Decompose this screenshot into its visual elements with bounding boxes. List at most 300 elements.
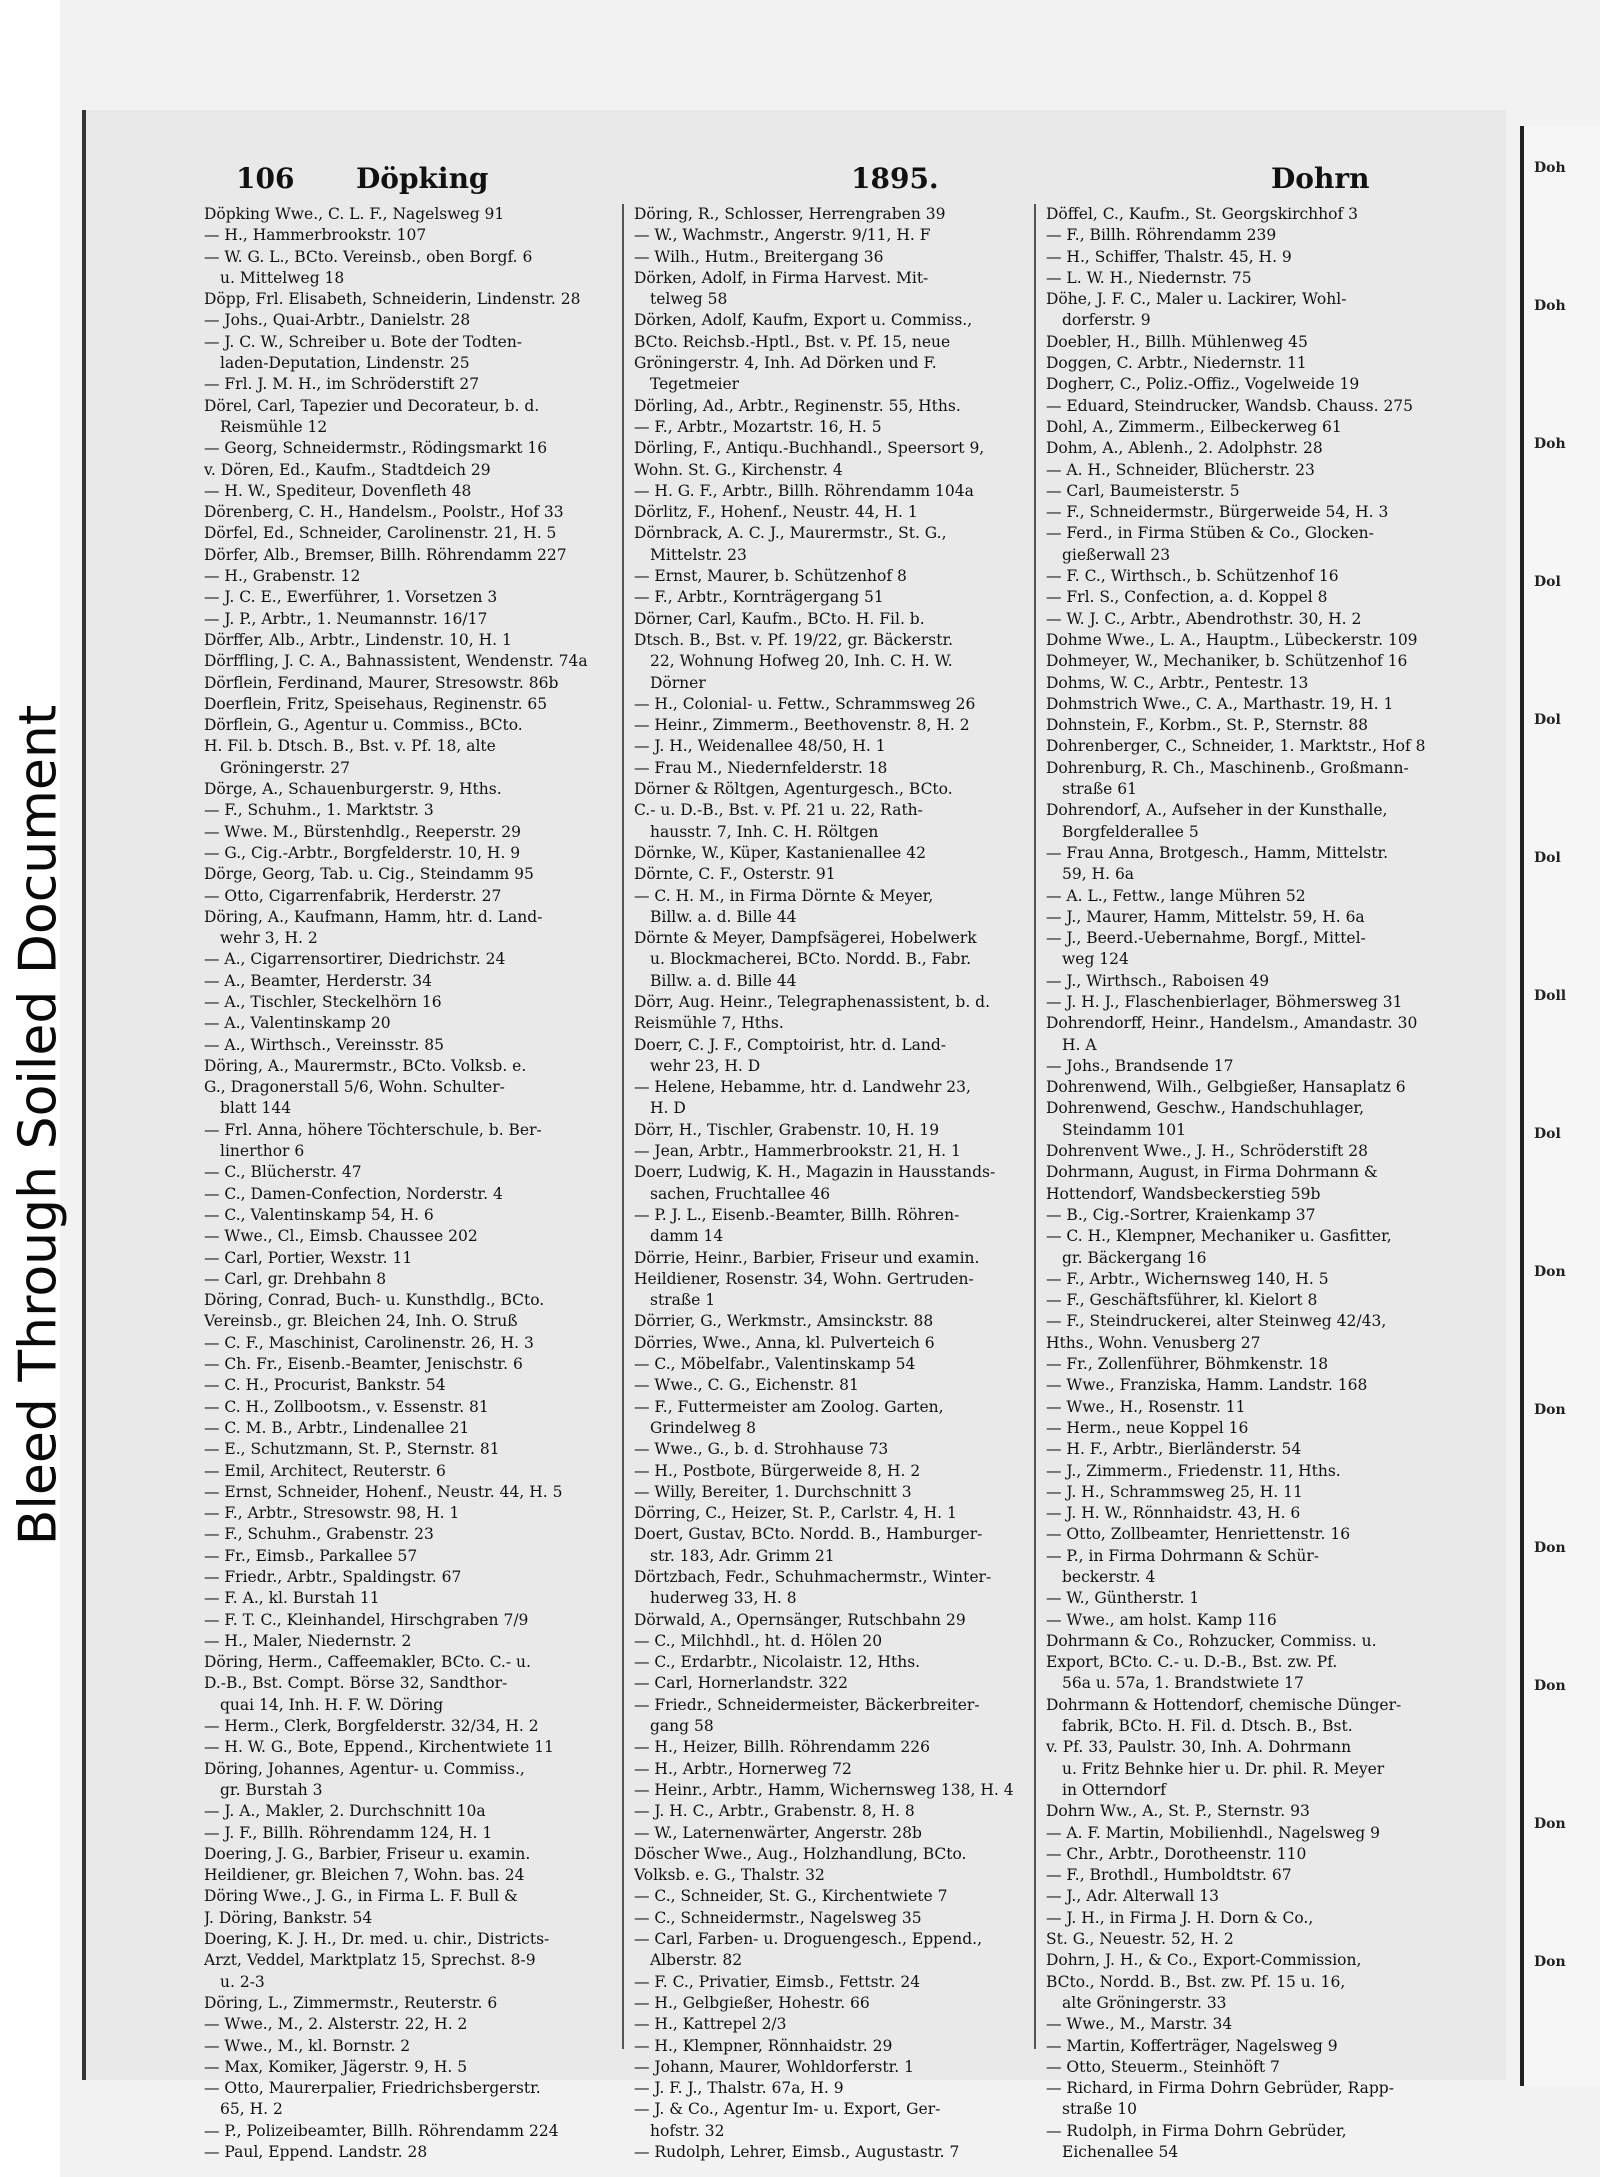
directory-entry-line: H. A xyxy=(1062,1035,1097,1054)
directory-entry-line: Dörner & Röltgen, Agenturgesch., BCto. xyxy=(634,780,953,799)
directory-entry-line: Dohmstrich Wwe., C. A., Marthastr. 19, H. 1 xyxy=(1046,694,1394,713)
directory-entry-line: Eichenallee 54 xyxy=(1062,2143,1179,2162)
directory-entry-line: Dohmeyer, W., Mechaniker, b. Schützenhof 16 xyxy=(1046,652,1408,671)
directory-entry-line: straße 1 xyxy=(650,1291,716,1310)
directory-entry-line: Dörnte & Meyer, Dampfsägerei, Hobelwerk xyxy=(634,929,977,948)
directory-entry-line: — C., Damen-Confection, Norderstr. 4 xyxy=(204,1184,503,1203)
directory-entry-line: hausstr. 7, Inh. C. H. Röltgen xyxy=(650,822,879,841)
directory-entry-line: — W., Laternenwärter, Angerstr. 28b xyxy=(634,1823,922,1842)
directory-entry-line: gießerwall 23 xyxy=(1062,545,1171,564)
directory-entry-line: 65, H. 2 xyxy=(220,2100,283,2119)
directory-entry-line: — Carl, gr. Drehbahn 8 xyxy=(204,1269,387,1288)
directory-entry-line: Dtsch. B., Bst. v. Pf. 19/22, gr. Bäckerstr. xyxy=(634,630,954,649)
adjacent-page-fragment: Doh xyxy=(1534,436,1566,452)
directory-entry-line: Dogherr, C., Poliz.-Offiz., Vogelweide 19 xyxy=(1046,375,1360,394)
directory-entry-line: — Wwe., Cl., Eimsb. Chaussee 202 xyxy=(204,1227,478,1246)
directory-entry-line: — Wwe., M., kl. Bornstr. 2 xyxy=(204,2036,411,2055)
directory-entry-line: Döring, A., Kaufmann, Hamm, htr. d. Land- xyxy=(204,907,543,926)
directory-entry-line: Dörnbrack, A. C. J., Maurermstr., St. G., xyxy=(634,524,947,543)
directory-entry-line: Steindamm 101 xyxy=(1062,1120,1187,1139)
directory-entry-line: 56a u. 57a, 1. Brandstwiete 17 xyxy=(1062,1674,1304,1693)
directory-entry-line: — J. & Co., Agentur Im- u. Export, Ger- xyxy=(634,2100,941,2119)
directory-entry-line: — Carl, Baumeisterstr. 5 xyxy=(1046,481,1240,500)
directory-entry-line: — Otto, Zollbeamter, Henriettenstr. 16 xyxy=(1046,1525,1351,1544)
directory-entry-line: Dörnte, C. F., Osterstr. 91 xyxy=(634,865,836,884)
directory-entry-line: 59, H. 6a xyxy=(1062,865,1135,884)
directory-column-3 xyxy=(1046,204,1546,2163)
adjacent-page-fragment: Doh xyxy=(1534,160,1566,176)
directory-entry-line: — F., Arbtr., Kornträgergang 51 xyxy=(634,588,884,607)
directory-entry-line: — H. W., Spediteur, Dovenfleth 48 xyxy=(204,481,472,500)
directory-entry-line: — A., Tischler, Steckelhörn 16 xyxy=(204,992,442,1011)
directory-entry-line: — J., Zimmerm., Friedenstr. 11, Hths. xyxy=(1046,1461,1341,1480)
directory-entry-line: Doerflein, Fritz, Speisehaus, Reginenstr. 65 xyxy=(204,694,548,713)
directory-entry-line: straße 61 xyxy=(1062,780,1138,799)
directory-entry-line: — H., Arbtr., Hornerweg 72 xyxy=(634,1759,852,1778)
directory-entry-line: — Rudolph, in Firma Dohrn Gebrüder, xyxy=(1046,2121,1347,2140)
bleed-label-text: Bleed Through Soiled Document xyxy=(8,704,69,1546)
directory-entry-line: Borgfelderallee 5 xyxy=(1062,822,1199,841)
directory-entry-line: straße 10 xyxy=(1062,2100,1138,2119)
directory-entry-line: Dohm, A., Ablenh., 2. Adolphstr. 28 xyxy=(1046,439,1323,458)
directory-entry-line: — Wwe., am holst. Kamp 116 xyxy=(1046,1610,1277,1629)
directory-entry-line: — J., Wirthsch., Raboisen 49 xyxy=(1046,971,1270,990)
directory-entry-line: u. Blockmacherei, BCto. Nordd. B., Fabr. xyxy=(650,950,972,969)
directory-entry-line: Doebler, H., Billh. Mühlenweg 45 xyxy=(1046,332,1308,351)
directory-entry-line: Gröningerstr. 4, Inh. Ad Dörken und F. xyxy=(634,354,937,373)
directory-entry-line: Dörtzbach, Fedr., Schuhmachermstr., Winter- xyxy=(634,1568,992,1586)
directory-entry-line: — Frau Anna, Brotgesch., Hamm, Mittelstr. xyxy=(1046,843,1389,862)
directory-entry-line: — Herm., neue Koppel 16 xyxy=(1046,1418,1249,1437)
directory-entry-line: — Fr., Zollenführer, Böhmkenstr. 18 xyxy=(1046,1355,1329,1374)
directory-entry-line: Heildiener, gr. Bleichen 7, Wohn. bas. 24 xyxy=(204,1866,525,1885)
directory-entry-line: — H., Grabenstr. 12 xyxy=(204,567,361,586)
adjacent-page-fragment: Don xyxy=(1534,1402,1566,1418)
directory-entry-line: v. Dören, Ed., Kaufm., Stadtdeich 29 xyxy=(204,460,491,479)
adjacent-page-fragment: Dol xyxy=(1534,1126,1561,1142)
directory-entry-line: Alberstr. 82 xyxy=(650,1951,743,1970)
bleed-through-label xyxy=(8,560,68,1690)
directory-entry-line: Döring, Herm., Caffeemakler, BCto. C.- u. xyxy=(204,1653,531,1672)
directory-entry-line: — F., Geschäftsführer, kl. Kielort 8 xyxy=(1046,1291,1318,1310)
directory-entry-line: — C. H. M., in Firma Dörnte & Meyer, xyxy=(634,886,934,905)
directory-entry-line: Hths., Wohn. Venusberg 27 xyxy=(1046,1333,1261,1352)
directory-entry-line: Dörner xyxy=(650,673,706,692)
directory-entry-line: Dörling, F., Antiqu.-Buchhandl., Speersort 9, xyxy=(634,439,985,458)
directory-entry-line: — Herm., Clerk, Borgfelderstr. 32/34, H. 2 xyxy=(204,1717,539,1736)
directory-entry-line: — C., Milchhdl., ht. d. Hölen 20 xyxy=(634,1631,883,1650)
directory-entry-line: Doggen, C. Arbtr., Niedernstr. 11 xyxy=(1046,354,1307,373)
directory-entry-line: quai 14, Inh. H. F. W. Döring xyxy=(220,1695,444,1714)
directory-entry-line: gr. Burstah 3 xyxy=(220,1780,323,1799)
directory-entry-line: — C., Möbelfabr., Valentinskamp 54 xyxy=(634,1355,916,1374)
directory-entry-line: Dörge, A., Schauenburgerstr. 9, Hths. xyxy=(204,780,502,799)
directory-entry-line: H. Fil. b. Dtsch. B., Bst. v. Pf. 18, alte xyxy=(204,737,496,756)
directory-entry-line: — Wwe., C. G., Eichenstr. 81 xyxy=(634,1376,859,1395)
directory-entry-line: — J. H. J., Flaschenbierlager, Böhmersweg 31 xyxy=(1046,992,1403,1011)
directory-entry-line: Dohnstein, F., Korbm., St. P., Sternstr. 88 xyxy=(1046,716,1368,735)
directory-entry-line: — Max, Komiker, Jägerstr. 9, H. 5 xyxy=(204,2057,468,2076)
directory-entry-line: — H., Colonial- u. Fettw., Schrammsweg 26 xyxy=(634,694,976,713)
directory-entry-line: Döpp, Frl. Elisabeth, Schneiderin, Lindenstr. 28 xyxy=(204,290,581,309)
directory-entry-line: — C. F., Maschinist, Carolinenstr. 26, H. 3 xyxy=(204,1333,534,1352)
directory-entry-line: Doering, J. G., Barbier, Friseur u. examin. xyxy=(204,1844,531,1863)
directory-entry-line: str. 183, Adr. Grimm 21 xyxy=(650,1546,835,1565)
directory-entry-line: Dörnke, W., Küper, Kastanienallee 42 xyxy=(634,843,926,862)
directory-entry-line: — F., Schneidermstr., Bürgerweide 54, H. 3 xyxy=(1046,503,1389,522)
directory-entry-line: — A., Wirthsch., Vereinsstr. 85 xyxy=(204,1035,444,1054)
directory-entry-line: — Frl. J. M. H., im Schröderstift 27 xyxy=(204,375,480,394)
directory-entry-line: Dohrenwend, Geschw., Handschuhlager, xyxy=(1046,1099,1365,1118)
directory-entry-line: — Heinr., Arbtr., Hamm, Wichernsweg 138, H. 4 xyxy=(634,1780,1014,1799)
directory-entry-line: — Wwe., M., 2. Alsterstr. 22, H. 2 xyxy=(204,2015,468,2034)
directory-entry-line: Mittelstr. 23 xyxy=(650,545,747,564)
directory-entry-line: Dohrn Ww., A., St. P., Sternstr. 93 xyxy=(1046,1802,1310,1821)
directory-entry-line: — Wwe., G., b. d. Strohhause 73 xyxy=(634,1440,889,1459)
directory-entry-line: — W., Güntherstr. 1 xyxy=(1046,1589,1200,1608)
directory-entry-line: — Ferd., in Firma Stüben & Co., Glocken- xyxy=(1046,524,1374,543)
directory-entry-line: u. Fritz Behnke hier u. Dr. phil. R. Meyer xyxy=(1062,1759,1385,1778)
directory-entry-line: Dohrmann, August, in Firma Dohrmann & xyxy=(1046,1163,1378,1182)
adjacent-page-fragment: Doll xyxy=(1534,988,1567,1004)
directory-entry-line: Doering, K. J. H., Dr. med. u. chir., Districts- xyxy=(204,1930,550,1949)
directory-entry-line: — L. W. H., Niedernstr. 75 xyxy=(1046,268,1252,287)
directory-entry-line: Dohrn, J. H., & Co., Export-Commission, xyxy=(1046,1951,1362,1970)
directory-entry-line: — Johann, Maurer, Wohldorferstr. 1 xyxy=(634,2057,914,2076)
directory-entry-line: — F., Brothdl., Humboldtstr. 67 xyxy=(1046,1866,1292,1885)
directory-entry-line: Döring, Conrad, Buch- u. Kunsthdlg., BCto. xyxy=(204,1291,545,1310)
directory-entry-line: Dörfer, Alb., Bremser, Billh. Röhrendamm 227 xyxy=(204,545,567,564)
directory-entry-line: Dörries, Wwe., Anna, kl. Pulverteich 6 xyxy=(634,1333,935,1352)
directory-entry-line: Dörrier, G., Werkmstr., Amsinckstr. 88 xyxy=(634,1312,934,1331)
directory-entry-line: — Heinr., Zimmerm., Beethovenstr. 8, H. 2 xyxy=(634,716,970,735)
directory-entry-line: — H., Maler, Niedernstr. 2 xyxy=(204,1631,412,1650)
directory-entry-line: — F. T. C., Kleinhandel, Hirschgraben 7/9 xyxy=(204,1610,529,1629)
directory-entry-line: Dohrenwend, Wilh., Gelbgießer, Hansaplatz 6 xyxy=(1046,1078,1406,1097)
directory-entry-line: v. Pf. 33, Paulstr. 30, Inh. A. Dohrmann xyxy=(1046,1738,1352,1757)
directory-entry-line: — Rudolph, Lehrer, Eimsb., Augustastr. 7 xyxy=(634,2143,960,2162)
directory-entry-line: G., Dragonerstall 5/6, Wohn. Schulter- xyxy=(204,1078,505,1097)
directory-entry-line: Dörling, Ad., Arbtr., Reginenstr. 55, Hths. xyxy=(634,396,961,415)
adjacent-page-fragment: Don xyxy=(1534,1678,1566,1694)
directory-entry-line: — E., Schutzmann, St. P., Sternstr. 81 xyxy=(204,1440,500,1459)
directory-entry-line: — A., Beamter, Herderstr. 34 xyxy=(204,971,432,990)
directory-entry-line: Dörner, Carl, Kaufm., BCto. H. Fil. b. xyxy=(634,609,925,628)
directory-entry-line: Dörge, Georg, Tab. u. Cig., Steindamm 95 xyxy=(204,865,534,884)
directory-entry-line: Dohrenberger, C., Schneider, 1. Marktstr., Hof 8 xyxy=(1046,737,1426,756)
directory-entry-line: — H. W. G., Bote, Eppend., Kirchentwiete 11 xyxy=(204,1738,554,1757)
directory-entry-line: Heildiener, Rosenstr. 34, Wohn. Gertruden- xyxy=(634,1269,974,1288)
directory-column-1 xyxy=(204,204,704,2163)
directory-entry-line: — A., Cigarrensortirer, Diedrichstr. 24 xyxy=(204,950,506,969)
page-header xyxy=(86,162,1506,202)
directory-entry-line: — F., Futtermeister am Zoolog. Garten, xyxy=(634,1397,944,1416)
directory-entry-line: — Ch. Fr., Eisenb.-Beamter, Jenischstr. 6 xyxy=(204,1355,523,1374)
directory-entry-line: — Helene, Hebamme, htr. d. Landwehr 23, xyxy=(634,1078,971,1097)
directory-page xyxy=(82,110,1506,2162)
directory-entry-line: Dohrendorff, Heinr., Handelsm., Amandastr. 30 xyxy=(1046,1014,1418,1033)
directory-entry-line: Volksb. e. G., Thalstr. 32 xyxy=(634,1866,825,1885)
directory-entry-line: — W. J. C., Arbtr., Abendrothstr. 30, H. 2 xyxy=(1046,609,1362,628)
directory-entry-line: — P., Polizeibeamter, Billh. Röhrendamm 224 xyxy=(204,2121,559,2140)
directory-entry-line: — H., Postbote, Bürgerweide 8, H. 2 xyxy=(634,1461,921,1480)
directory-entry-line: — Wilh., Hutm., Breitergang 36 xyxy=(634,247,884,266)
directory-entry-line: — Otto, Cigarrenfabrik, Herderstr. 27 xyxy=(204,886,502,905)
directory-entry-line: — Wwe., M., Marstr. 34 xyxy=(1046,2015,1233,2034)
directory-entry-line: — C. M. B., Arbtr., Lindenallee 21 xyxy=(204,1418,470,1437)
directory-entry-line: Döscher Wwe., Aug., Holzhandlung, BCto. xyxy=(634,1844,967,1863)
directory-entry-line: sachen, Fruchtallee 46 xyxy=(650,1184,831,1203)
directory-entry-line: in Otterndorf xyxy=(1062,1780,1166,1799)
directory-entry-line: Dörr, Aug. Heinr., Telegraphenassistent, b. d. xyxy=(634,992,991,1011)
directory-entry-line: Döpking Wwe., C. L. F., Nagelsweg 91 xyxy=(204,205,505,223)
directory-entry-line: Dörwald, A., Opernsänger, Rutschbahn 29 xyxy=(634,1610,966,1629)
directory-entry-line: Dohme Wwe., L. A., Hauptm., Lübeckerstr. 109 xyxy=(1046,630,1418,649)
directory-entry-line: — F., Arbtr., Mozartstr. 16, H. 5 xyxy=(634,417,882,436)
directory-entry-line: — J. C. W., Schreiber u. Bote der Todten- xyxy=(204,332,523,351)
directory-entry-line: 22, Wohnung Hofweg 20, Inh. C. H. W. xyxy=(650,652,953,671)
directory-entry-line: — Johs., Brandsende 17 xyxy=(1046,1056,1234,1075)
directory-entry-line: — H. G. F., Arbtr., Billh. Röhrendamm 104a xyxy=(634,481,974,500)
directory-entry-line: — A. F. Martin, Mobilienhdl., Nagelsweg 9 xyxy=(1046,1823,1380,1842)
directory-entry-line: C.- u. D.-B., Bst. v. Pf. 21 u. 22, Rath- xyxy=(634,801,923,820)
directory-entry-line: Dohrmann & Co., Rohzucker, Commiss. u. xyxy=(1046,1631,1377,1650)
directory-entry-line: BCto. Reichsb.-Hptl., Bst. v. Pf. 15, neue xyxy=(634,332,951,351)
directory-entry-line: Dörken, Adolf, Kaufm, Export u. Commiss., xyxy=(634,311,973,330)
directory-entry-line: Export, BCto. C.- u. D.-B., Bst. zw. Pf. xyxy=(1046,1653,1338,1672)
directory-entry-line: — C. H., Procurist, Bankstr. 54 xyxy=(204,1376,446,1395)
directory-entry-line: Dörffer, Alb., Arbtr., Lindenstr. 10, H. 1 xyxy=(204,630,512,649)
directory-entry-line: — Willy, Bereiter, 1. Durchschnitt 3 xyxy=(634,1482,912,1501)
directory-entry-line: — J. H., Weidenallee 48/50, H. 1 xyxy=(634,737,886,756)
directory-entry-line: Döring, R., Schlosser, Herrengraben 39 xyxy=(634,205,946,223)
adjacent-page-fragment: Don xyxy=(1534,1816,1566,1832)
directory-entry-line: — C. H., Klempner, Mechaniker u. Gasfitter, xyxy=(1046,1227,1392,1246)
directory-entry-line: J. Döring, Bankstr. 54 xyxy=(204,1908,373,1927)
page-number: 106 xyxy=(236,162,295,195)
header-right-keyword: Dohrn xyxy=(1271,162,1370,195)
directory-entry-line: Dörffling, J. C. A., Bahnassistent, Wendenstr. 74a xyxy=(204,652,588,671)
directory-entry-line: telweg 58 xyxy=(650,290,728,309)
directory-entry-line: Dörken, Adolf, in Firma Harvest. Mit- xyxy=(634,268,929,287)
directory-entry-line: D.-B., Bst. Compt. Börse 32, Sandthor- xyxy=(204,1674,508,1693)
directory-entry-line: Dohrmann & Hottendorf, chemische Dünger- xyxy=(1046,1695,1402,1714)
directory-entry-line: — Eduard, Steindrucker, Wandsb. Chauss. 275 xyxy=(1046,396,1414,415)
directory-entry-line: — C., Valentinskamp 54, H. 6 xyxy=(204,1205,434,1224)
directory-entry-line: — Frl. S., Confection, a. d. Koppel 8 xyxy=(1046,588,1328,607)
directory-entry-line: Dörrie, Heinr., Barbier, Friseur und examin. xyxy=(634,1248,980,1267)
directory-entry-line: Reismühle 7, Hths. xyxy=(634,1014,784,1033)
directory-entry-line: — J. H., in Firma J. H. Dorn & Co., xyxy=(1046,1908,1314,1927)
directory-entry-line: gang 58 xyxy=(650,1717,714,1736)
directory-entry-line: — J. H., Schrammsweg 25, H. 11 xyxy=(1046,1482,1303,1501)
directory-entry-line: Dörel, Carl, Tapezier und Decorateur, b. d. xyxy=(204,396,540,415)
directory-entry-line: Dohl, A., Zimmerm., Eilbeckerweg 61 xyxy=(1046,417,1342,436)
directory-entry-line: — A., Valentinskamp 20 xyxy=(204,1014,391,1033)
directory-entry-line: — J. H. W., Rönnhaidstr. 43, H. 6 xyxy=(1046,1504,1301,1523)
directory-entry-line: Dörring, C., Heizer, St. P., Carlstr. 4, H. 1 xyxy=(634,1504,957,1523)
directory-entry-line: — J. F. J., Thalstr. 67a, H. 9 xyxy=(634,2079,844,2098)
directory-entry-line: — C., Erdarbtr., Nicolaistr. 12, Hths. xyxy=(634,1653,921,1672)
directory-entry-line: gr. Bäckergang 16 xyxy=(1062,1248,1207,1267)
directory-entry-line: linerthor 6 xyxy=(220,1142,305,1161)
directory-entry-line: — F., Schuhm., 1. Marktstr. 3 xyxy=(204,801,434,820)
adjacent-page-fragment: Don xyxy=(1534,1540,1566,1556)
directory-entry-line: Dohrenburg, R. Ch., Maschinenb., Großmann- xyxy=(1046,758,1409,777)
directory-entry-line: — C., Schneider, St. G., Kirchentwiete 7 xyxy=(634,1887,948,1906)
directory-entry-line: — W., Wachmstr., Angerstr. 9/11, H. F xyxy=(634,226,931,245)
directory-entry-line: — P., in Firma Dohrmann & Schür- xyxy=(1046,1546,1319,1565)
directory-entry-line: — G., Cig.-Arbtr., Borgfelderstr. 10, H. 9 xyxy=(204,843,521,862)
directory-entry-line: — F., Arbtr., Stresowstr. 98, H. 1 xyxy=(204,1504,460,1523)
directory-entry-line: St. G., Neuestr. 52, H. 2 xyxy=(1046,1930,1234,1949)
directory-entry-line: — J. C. E., Ewerführer, 1. Vorsetzen 3 xyxy=(204,588,498,607)
directory-entry-line: Arzt, Veddel, Marktplatz 15, Sprechst. 8-9 xyxy=(204,1951,536,1970)
directory-entry-line: Billw. a. d. Bille 44 xyxy=(650,971,797,990)
directory-entry-line: weg 124 xyxy=(1062,950,1129,969)
adjacent-page-fragment: Doh xyxy=(1534,298,1566,314)
directory-entry-line: alte Gröningerstr. 33 xyxy=(1062,1993,1227,2012)
directory-entry-line: Reismühle 12 xyxy=(220,417,328,436)
directory-entry-line: Döring, A., Maurermstr., BCto. Volksb. e. xyxy=(204,1056,527,1075)
directory-entry-line: — P. J. L., Eisenb.-Beamter, Billh. Röhren- xyxy=(634,1205,960,1224)
directory-entry-line: — H., Hammerbrookstr. 107 xyxy=(204,226,427,245)
directory-entry-line: — Otto, Steuerm., Steinhöft 7 xyxy=(1046,2057,1280,2076)
directory-entry-line: Doerr, Ludwig, K. H., Magazin in Hausstands- xyxy=(634,1163,996,1182)
directory-entry-line: — F., Schuhm., Grabenstr. 23 xyxy=(204,1525,434,1544)
directory-entry-line: — F., Billh. Röhrendamm 239 xyxy=(1046,226,1277,245)
adjacent-page-fragment: Dol xyxy=(1534,574,1561,590)
directory-entry-line: — H. F., Arbtr., Bierländerstr. 54 xyxy=(1046,1440,1302,1459)
directory-entry-line: — J. P., Arbtr., 1. Neumannstr. 16/17 xyxy=(204,609,488,628)
directory-entry-line: — Frl. Anna, höhere Töchterschule, b. Ber- xyxy=(204,1120,542,1139)
directory-entry-line: — C. H., Zollbootsm., v. Essenstr. 81 xyxy=(204,1397,489,1416)
directory-entry-line: Döhe, J. F. C., Maler u. Lackirer, Wohl- xyxy=(1046,290,1347,309)
directory-entry-line: Grindelweg 8 xyxy=(650,1418,756,1437)
directory-entry-line: — J. H. C., Arbtr., Grabenstr. 8, H. 8 xyxy=(634,1802,915,1821)
directory-entry-line: — Friedr., Schneidermeister, Bäckerbreiter- xyxy=(634,1695,980,1714)
directory-entry-line: — Georg, Schneidermstr., Rödingsmarkt 16 xyxy=(204,439,548,458)
directory-entry-line: beckerstr. 4 xyxy=(1062,1568,1156,1586)
directory-entry-line: — J., Beerd.-Uebernahme, Borgf., Mittel- xyxy=(1046,929,1366,948)
directory-entry-line: — Jean, Arbtr., Hammerbrookstr. 21, H. 1 xyxy=(634,1142,961,1161)
directory-entry-line: BCto., Nordd. B., Bst. zw. Pf. 15 u. 16, xyxy=(1046,1972,1346,1991)
directory-entry-line: — H., Heizer, Billh. Röhrendamm 226 xyxy=(634,1738,930,1757)
directory-entry-line: — F. A., kl. Burstah 11 xyxy=(204,1589,380,1608)
directory-entry-line: — Paul, Eppend. Landstr. 28 xyxy=(204,2143,428,2162)
directory-entry-line: — J., Adr. Alterwall 13 xyxy=(1046,1887,1219,1906)
directory-entry-line: Dörflein, Ferdinand, Maurer, Stresowstr. 86b xyxy=(204,673,559,692)
directory-entry-line: — B., Cig.-Sortrer, Kraienkamp 37 xyxy=(1046,1205,1316,1224)
header-year: 1895. xyxy=(851,162,939,195)
directory-entry-line: Döring, Johannes, Agentur- u. Commiss., xyxy=(204,1759,525,1778)
directory-entry-line: Dohms, W. C., Arbtr., Pentestr. 13 xyxy=(1046,673,1309,692)
directory-entry-line: — F. C., Privatier, Eimsb., Fettstr. 24 xyxy=(634,1972,921,1991)
directory-entry-line: — A. L., Fettw., lange Mühren 52 xyxy=(1046,886,1306,905)
directory-entry-line: Gröningerstr. 27 xyxy=(220,758,351,777)
directory-entry-line: damm 14 xyxy=(650,1227,724,1246)
directory-entry-line: — Carl, Farben- u. Droguengesch., Eppend., xyxy=(634,1930,982,1949)
directory-entry-line: Wohn. St. G., Kirchenstr. 4 xyxy=(634,460,843,479)
directory-entry-line: — Wwe., H., Rosenstr. 11 xyxy=(1046,1397,1246,1416)
directory-entry-line: — Wwe., Franziska, Hamm. Landstr. 168 xyxy=(1046,1376,1368,1395)
directory-entry-line: — Martin, Kofferträger, Nagelsweg 9 xyxy=(1046,2036,1338,2055)
directory-entry-line: — J., Maurer, Hamm, Mittelstr. 59, H. 6a xyxy=(1046,907,1365,926)
adjacent-page-fragment: Don xyxy=(1534,1954,1566,1970)
directory-entry-line: — H., Klempner, Rönnhaidstr. 29 xyxy=(634,2036,893,2055)
directory-entry-line: dorferstr. 9 xyxy=(1062,311,1151,330)
directory-entry-line: — Carl, Portier, Wexstr. 11 xyxy=(204,1248,413,1267)
directory-entry-line: — C., Schneidermstr., Nagelsweg 35 xyxy=(634,1908,922,1927)
directory-entry-line: u. Mittelweg 18 xyxy=(220,268,345,287)
directory-entry-line: — A. H., Schneider, Blücherstr. 23 xyxy=(1046,460,1315,479)
directory-entry-line: — Otto, Maurerpalier, Friedrichsbergerstr. xyxy=(204,2079,541,2098)
directory-entry-line: — Richard, in Firma Dohrn Gebrüder, Rapp- xyxy=(1046,2079,1394,2098)
directory-entry-line: — Johs., Quai-Arbtr., Danielstr. 28 xyxy=(204,311,471,330)
directory-entry-line: Vereinsb., gr. Bleichen 24, Inh. O. Struß xyxy=(204,1312,518,1331)
directory-entry-line: blatt 144 xyxy=(220,1099,292,1118)
directory-entry-line: Hottendorf, Wandsbeckerstieg 59b xyxy=(1046,1184,1321,1203)
directory-entry-line: H. D xyxy=(650,1099,686,1118)
directory-entry-line: huderweg 33, H. 8 xyxy=(650,1589,797,1608)
directory-entry-line: — W. G. L., BCto. Vereinsb., oben Borgf. 6 xyxy=(204,247,533,266)
directory-entry-line: Doert, Gustav, BCto. Nordd. B., Hamburger- xyxy=(634,1525,983,1544)
directory-entry-line: — Friedr., Arbtr., Spaldingstr. 67 xyxy=(204,1568,462,1586)
directory-entry-line: fabrik, BCto. H. Fil. d. Dtsch. B., Bst. xyxy=(1062,1717,1353,1736)
directory-entry-line: — Ernst, Maurer, b. Schützenhof 8 xyxy=(634,567,907,586)
directory-entry-line: Dörr, H., Tischler, Grabenstr. 10, H. 19 xyxy=(634,1120,940,1139)
directory-entry-line: — F. C., Wirthsch., b. Schützenhof 16 xyxy=(1046,567,1339,586)
directory-entry-line: Döffel, C., Kaufm., St. Georgskirchhof 3 xyxy=(1046,205,1358,223)
directory-entry-line: — F., Steindruckerei, alter Steinweg 42/43, xyxy=(1046,1312,1387,1331)
directory-entry-line: Dörlitz, F., Hohenf., Neustr. 44, H. 1 xyxy=(634,503,918,522)
directory-entry-line: wehr 23, H. D xyxy=(650,1056,761,1075)
directory-entry-line: — Fr., Eimsb., Parkallee 57 xyxy=(204,1546,418,1565)
directory-entry-line: — Frau M., Niedernfelderstr. 18 xyxy=(634,758,888,777)
directory-entry-line: Dörfel, Ed., Schneider, Carolinenstr. 21, H. 5 xyxy=(204,524,557,543)
directory-entry-line: Döring Wwe., J. G., in Firma L. F. Bull & xyxy=(204,1887,518,1906)
directory-entry-line: hofstr. 32 xyxy=(650,2121,725,2140)
adjacent-page-fragment: Dol xyxy=(1534,712,1561,728)
directory-entry-line: — J. F., Billh. Röhrendamm 124, H. 1 xyxy=(204,1823,493,1842)
directory-entry-line: Tegetmeier xyxy=(650,375,740,394)
directory-entry-line: Dörenberg, C. H., Handelsm., Poolstr., Hof 33 xyxy=(204,503,564,522)
directory-entry-line: wehr 3, H. 2 xyxy=(220,929,318,948)
directory-entry-line: — C., Blücherstr. 47 xyxy=(204,1163,362,1182)
directory-entry-line: Dohrendorf, A., Aufseher in der Kunsthalle, xyxy=(1046,801,1388,820)
adjacent-page-fragment: Don xyxy=(1534,1264,1566,1280)
directory-entry-line: — J. A., Makler, 2. Durchschnitt 10a xyxy=(204,1802,486,1821)
directory-entry-line: — Ernst, Schneider, Hohenf., Neustr. 44, H. 5 xyxy=(204,1482,563,1501)
directory-entry-line: — Emil, Architect, Reuterstr. 6 xyxy=(204,1461,446,1480)
directory-entry-line: — H., Kattrepel 2/3 xyxy=(634,2015,787,2034)
adjacent-page-edge xyxy=(1520,126,1600,2086)
directory-entry-line: — F., Arbtr., Wichernsweg 140, H. 5 xyxy=(1046,1269,1329,1288)
directory-entry-line: laden-Deputation, Lindenstr. 25 xyxy=(220,354,470,373)
adjacent-page-fragment: Dol xyxy=(1534,850,1561,866)
directory-entry-line: — H., Gelbgießer, Hohestr. 66 xyxy=(634,1993,870,2012)
header-left-keyword: Döpking xyxy=(356,162,489,195)
directory-entry-line: — Wwe. M., Bürstenhdlg., Reeperstr. 29 xyxy=(204,822,521,841)
directory-entry-line: u. 2-3 xyxy=(220,1972,265,1991)
directory-entry-line: Dörflein, G., Agentur u. Commiss., BCto. xyxy=(204,716,523,735)
directory-entry-line: Billw. a. d. Bille 44 xyxy=(650,907,797,926)
directory-entry-line: Doerr, C. J. F., Comptoirist, htr. d. Land- xyxy=(634,1035,947,1054)
directory-entry-line: Döring, L., Zimmermstr., Reuterstr. 6 xyxy=(204,1993,498,2012)
directory-entry-line: — H., Schiffer, Thalstr. 45, H. 9 xyxy=(1046,247,1292,266)
directory-entry-line: — Chr., Arbtr., Dorotheenstr. 110 xyxy=(1046,1844,1307,1863)
directory-entry-line: Dohrenvent Wwe., J. H., Schröderstift 28 xyxy=(1046,1142,1368,1161)
